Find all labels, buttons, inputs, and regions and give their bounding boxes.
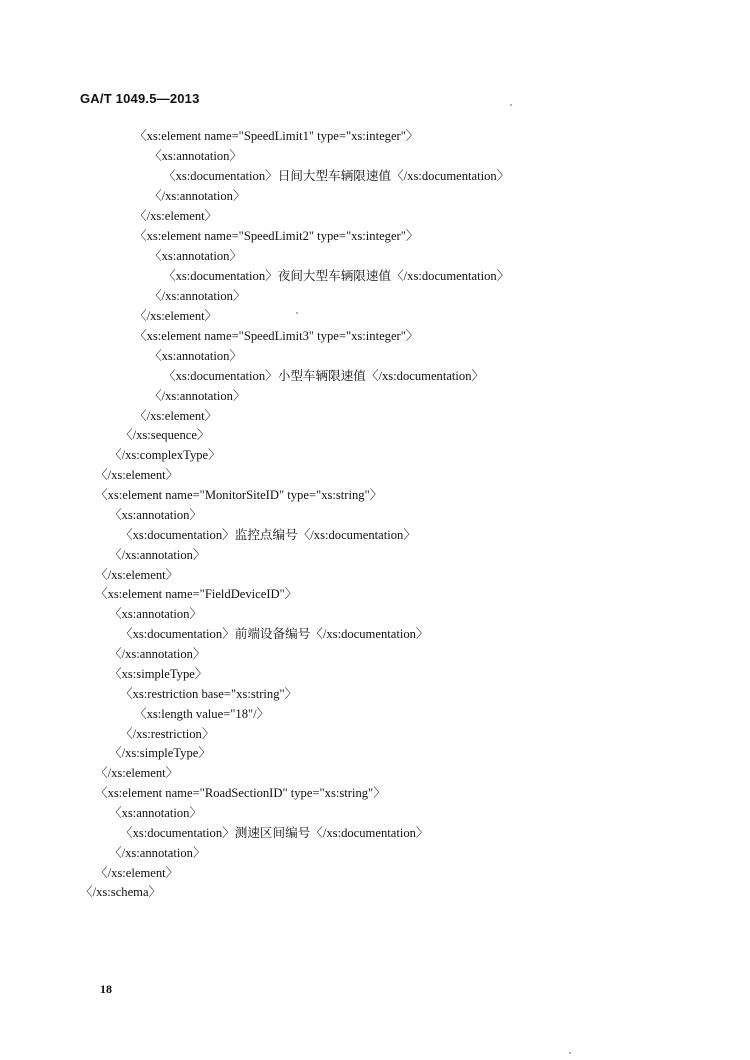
scan-speck <box>510 104 512 106</box>
code-line: 〈xs:annotation〉 <box>109 607 203 621</box>
code-line: 〈xs:documentation〉监控点编号〈/xs:documentation〉 <box>120 528 416 542</box>
code-line: 〈/xs:annotation〉 <box>109 548 206 562</box>
code-line: 〈/xs:element〉 <box>95 468 179 482</box>
code-line: 〈xs:documentation〉测速区间编号〈/xs:documentation〉 <box>120 826 429 840</box>
code-line: 〈xs:element name="SpeedLimit2" type="xs:integer"〉 <box>134 229 419 243</box>
code-line: 〈/xs:annotation〉 <box>149 189 246 203</box>
code-line: 〈/xs:element〉 <box>134 409 218 423</box>
code-line: 〈xs:documentation〉日间大型车辆限速值〈/xs:documentation〉 <box>163 169 510 183</box>
code-line: 〈/xs:restriction〉 <box>120 727 215 741</box>
code-line: 〈/xs:element〉 <box>95 568 179 582</box>
code-line: 〈xs:documentation〉夜间大型车辆限速值〈/xs:documentation〉 <box>163 269 510 283</box>
page-number: 18 <box>100 982 112 996</box>
code-line: 〈/xs:simpleType〉 <box>109 746 211 760</box>
code-line: 〈/xs:annotation〉 <box>109 846 206 860</box>
standard-number-header: GA/T 1049.5—2013 <box>80 91 200 106</box>
code-line: 〈/xs:annotation〉 <box>149 289 246 303</box>
scan-speck <box>296 312 298 314</box>
code-line: 〈/xs:annotation〉 <box>149 389 246 403</box>
code-line: 〈xs:annotation〉 <box>149 349 243 363</box>
code-line: 〈/xs:element〉 <box>95 766 179 780</box>
code-line: 〈xs:length value="18"/〉 <box>134 707 270 721</box>
code-line: 〈xs:element name="SpeedLimit3" type="xs:integer"〉 <box>134 329 419 343</box>
code-line: 〈xs:annotation〉 <box>149 249 243 263</box>
code-line: 〈/xs:element〉 <box>95 866 179 880</box>
code-line: 〈/xs:element〉 <box>134 309 218 323</box>
scan-speck <box>569 1052 571 1054</box>
code-line: 〈xs:element name="RoadSectionID" type="xs:string"〉 <box>95 786 386 800</box>
code-line: 〈/xs:complexType〉 <box>109 448 221 462</box>
code-line: 〈/xs:sequence〉 <box>120 428 210 442</box>
code-line: 〈xs:annotation〉 <box>149 149 243 163</box>
code-line: 〈xs:annotation〉 <box>109 508 203 522</box>
code-line: 〈xs:element name="SpeedLimit1" type="xs:integer"〉 <box>134 129 419 143</box>
code-line: 〈/xs:element〉 <box>134 209 218 223</box>
code-line: 〈/xs:schema〉 <box>80 885 162 899</box>
code-line: 〈xs:element name="MonitorSiteID" type="xs:string"〉 <box>95 488 383 502</box>
code-line: 〈xs:simpleType〉 <box>109 667 208 681</box>
code-line: 〈xs:restriction base="xs:string"〉 <box>120 687 298 701</box>
code-line: 〈xs:element name="FieldDeviceID"〉 <box>95 587 298 601</box>
code-line: 〈xs:documentation〉小型车辆限速值〈/xs:documentation〉 <box>163 369 485 383</box>
code-line: 〈xs:annotation〉 <box>109 806 203 820</box>
code-line: 〈/xs:annotation〉 <box>109 647 206 661</box>
code-line: 〈xs:documentation〉前端设备编号〈/xs:documentation〉 <box>120 627 429 641</box>
